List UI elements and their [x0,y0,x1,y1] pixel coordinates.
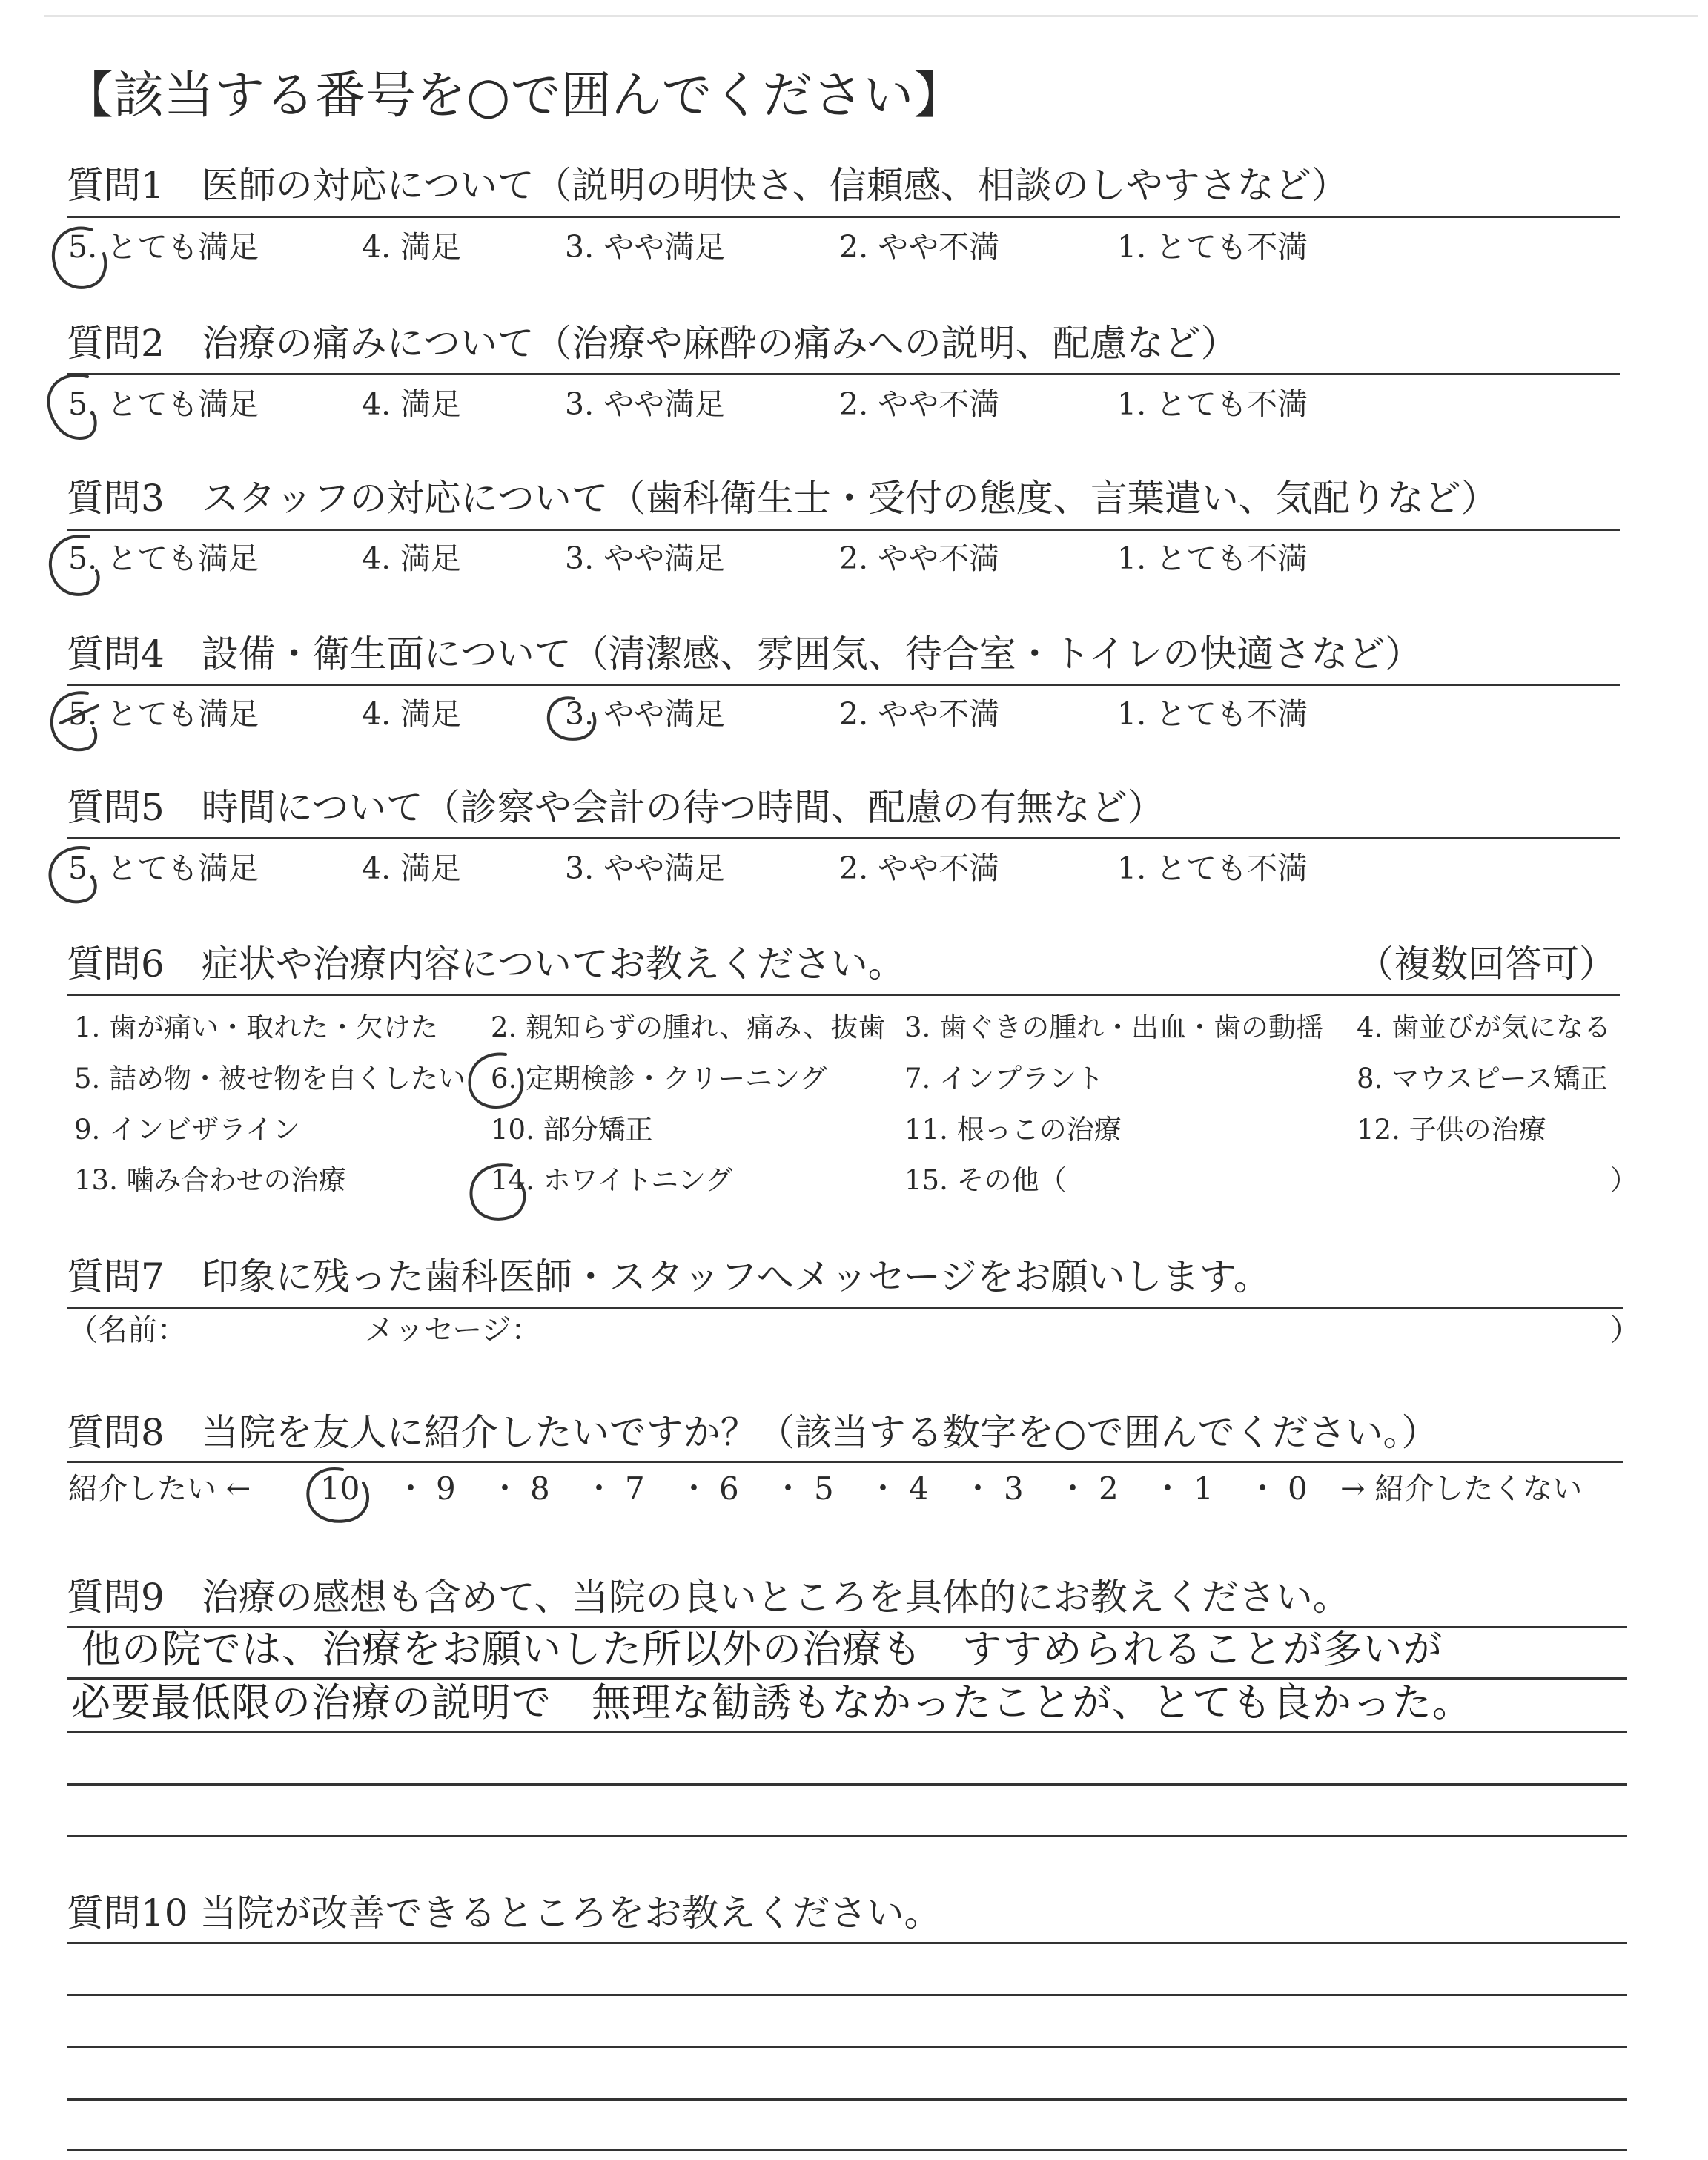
q6-item-grid [0,1001,1708,1223]
q8-dot: ・ [772,1470,804,1507]
q5-option-1[interactable]: 1. とても不満 [1117,851,1308,886]
q8-dot: ・ [1247,1470,1279,1507]
q6-item-15[interactable]: 15. その他（ [904,1164,1067,1196]
q3-options [0,538,1708,579]
q2-option-4[interactable]: 4. 満足 [362,386,462,422]
q5-option-5[interactable]: 5. とても満足 [68,851,259,886]
q10-rule-5 [67,2149,1627,2151]
q3-rule [67,529,1620,531]
q6-multiple-note: （複数回答可） [1357,942,1616,985]
q9-rule-3 [67,1731,1627,1733]
q10-rule-2 [67,1994,1627,1996]
q8-scale-7[interactable]: 7 [625,1470,645,1507]
q8-scale-9[interactable]: 9 [436,1470,456,1507]
q3-title: 質問3 スタッフの対応について（歯科衛生士・受付の態度、言葉遣い、気配りなど） [67,477,1498,520]
q6-item-9[interactable]: 9. インビザライン [74,1114,300,1146]
q8-left-label: 紹介したい ← [68,1472,251,1506]
q5-option-3[interactable]: 3. やや満足 [565,851,726,886]
q8-dot: ・ [1057,1470,1089,1507]
q1-option-4[interactable]: 4. 満足 [362,229,462,265]
q6-item-13[interactable]: 13. 噛み合わせの治療 [74,1164,346,1196]
top-edge-line [44,15,1698,17]
q6-item-10[interactable]: 10. 部分矯正 [491,1114,653,1146]
q5-rule [67,837,1620,839]
q6-item-8[interactable]: 8. マウスピース矯正 [1357,1063,1608,1094]
q8-scale-1[interactable]: 1 [1194,1470,1214,1507]
q5-title: 質問5 時間について（診察や会計の待つ時間、配慮の有無など） [67,786,1165,829]
q6-item-6[interactable]: 6. 定期検診・クリーニング [491,1063,827,1094]
q6-item-14[interactable]: 14. ホワイトニング [491,1164,733,1196]
q2-option-5[interactable]: 5. とても満足 [68,386,259,422]
q6-item-7[interactable]: 7. インプラント [904,1063,1105,1094]
q9-title: 質問9 治療の感想も含めて、当院の良いところを具体的にお教えください。 [67,1576,1350,1619]
q3-option-3[interactable]: 3. やや満足 [565,541,726,576]
q4-option-3[interactable]: 3. やや満足 [565,696,726,732]
q9-rule-4 [67,1783,1627,1786]
q4-options [0,693,1708,735]
q3-option-1[interactable]: 1. とても不満 [1117,541,1308,576]
q6-item-5[interactable]: 5. 詰め物・被せ物を白くしたい [74,1063,466,1094]
q10-rule-4 [67,2098,1627,2101]
q6-title-row [67,940,1623,988]
q1-rule [67,216,1620,218]
q4-rule [67,684,1620,686]
q10-rule-1 [67,1942,1627,1944]
q1-option-5[interactable]: 5. とても満足 [68,229,259,265]
q7-name-label: （名前： [68,1313,187,1347]
instruction-header: 【該当する番号を○で囲んでください】 [63,67,964,125]
q7-message-label: メッセージ： [365,1313,541,1347]
q5-option-2[interactable]: 2. やや不満 [839,851,1000,886]
q8-scale-3[interactable]: 3 [1004,1470,1024,1507]
q6-item-11[interactable]: 11. 根っこの治療 [904,1114,1122,1146]
q8-scale-6[interactable]: 6 [719,1470,739,1507]
q6-item-4[interactable]: 4. 歯並びが気になる [1357,1011,1612,1043]
q4-option-2[interactable]: 2. やや不満 [839,696,1000,732]
q8-dot: ・ [867,1470,899,1507]
q8-scale-0[interactable]: 0 [1288,1470,1308,1507]
q5-option-4[interactable]: 4. 満足 [362,851,462,886]
q1-option-2[interactable]: 2. やや不満 [839,229,1000,265]
q7-close: ） [1610,1313,1640,1347]
q1-option-3[interactable]: 3. やや満足 [565,229,726,265]
q8-scale-2[interactable]: 2 [1099,1470,1119,1507]
q1-title: 質問1 医師の対応について（説明の明快さ、信頼感、相談のしやすさなど） [67,164,1348,207]
q8-scale-5[interactable]: 5 [814,1470,834,1507]
q8-dot: ・ [962,1470,994,1507]
q6-item-2[interactable]: 2. 親知らずの腫れ、痛み、抜歯 [491,1011,886,1043]
q6-item-1[interactable]: 1. 歯が痛い・取れた・欠けた [74,1011,439,1043]
q2-options [0,383,1708,425]
q7-title: 質問7 印象に残った歯科医師・スタッフへメッセージをお願いします。 [67,1255,1271,1298]
q6-item-3[interactable]: 3. 歯ぐきの腫れ・出血・歯の動揺 [904,1011,1324,1043]
q9-answer-line-1: 他の院では、治療をお願いした所以外の治療も すすめられることが多いが [82,1627,1443,1672]
q2-option-1[interactable]: 1. とても不満 [1117,386,1308,422]
q10-rule-3 [67,2046,1627,2048]
q6-title: 質問6 症状や治療内容についてお教えください。 [67,942,905,985]
q6-other-close: ） [1610,1164,1638,1196]
q4-option-4[interactable]: 4. 満足 [362,696,462,732]
q8-title: 質問8 当院を友人に紹介したいですか？（該当する数字を○で囲んでください。） [67,1411,1439,1454]
q8-dot: ・ [1152,1470,1184,1507]
q4-title: 質問4 設備・衛生面について（清潔感、雰囲気、待合室・トイレの快適さなど） [67,633,1423,676]
q7-rule [67,1307,1623,1309]
q2-option-3[interactable]: 3. やや満足 [565,386,726,422]
q8-scale-10[interactable]: 10 [320,1470,360,1507]
q1-options [0,226,1708,268]
q8-dot: ・ [678,1470,710,1507]
q6-rule [67,994,1620,996]
q8-dot: ・ [583,1470,615,1507]
q5-options [0,848,1708,889]
q3-option-5[interactable]: 5. とても満足 [68,541,259,576]
q8-rule [67,1461,1623,1463]
q2-rule [67,373,1620,375]
q6-item-12[interactable]: 12. 子供の治療 [1357,1114,1546,1146]
q3-option-2[interactable]: 2. やや不満 [839,541,1000,576]
q4-option-1[interactable]: 1. とても不満 [1117,696,1308,732]
q8-scale-4[interactable]: 4 [909,1470,929,1507]
q8-dot: ・ [489,1470,521,1507]
q10-title: 質問10 当院が改善できるところをお教えください。 [67,1892,941,1935]
q3-option-4[interactable]: 4. 満足 [362,541,462,576]
q8-dot: ・ [395,1470,427,1507]
q8-scale-8[interactable]: 8 [530,1470,550,1507]
q8-right-label: → 紹介したくない [1340,1472,1583,1506]
q2-title: 質問2 治療の痛みについて（治療や麻酔の痛みへの説明、配慮など） [67,322,1238,365]
q2-option-2[interactable]: 2. やや不満 [839,386,1000,422]
q9-answer-line-2: 必要最低限の治療の説明で 無理な勧誘もなかったことが、とても良かった。 [71,1680,1472,1725]
q1-option-1[interactable]: 1. とても不満 [1117,229,1308,265]
q4-option-5[interactable]: 5. とても満足 [68,696,259,732]
q9-rule-5 [67,1835,1627,1837]
